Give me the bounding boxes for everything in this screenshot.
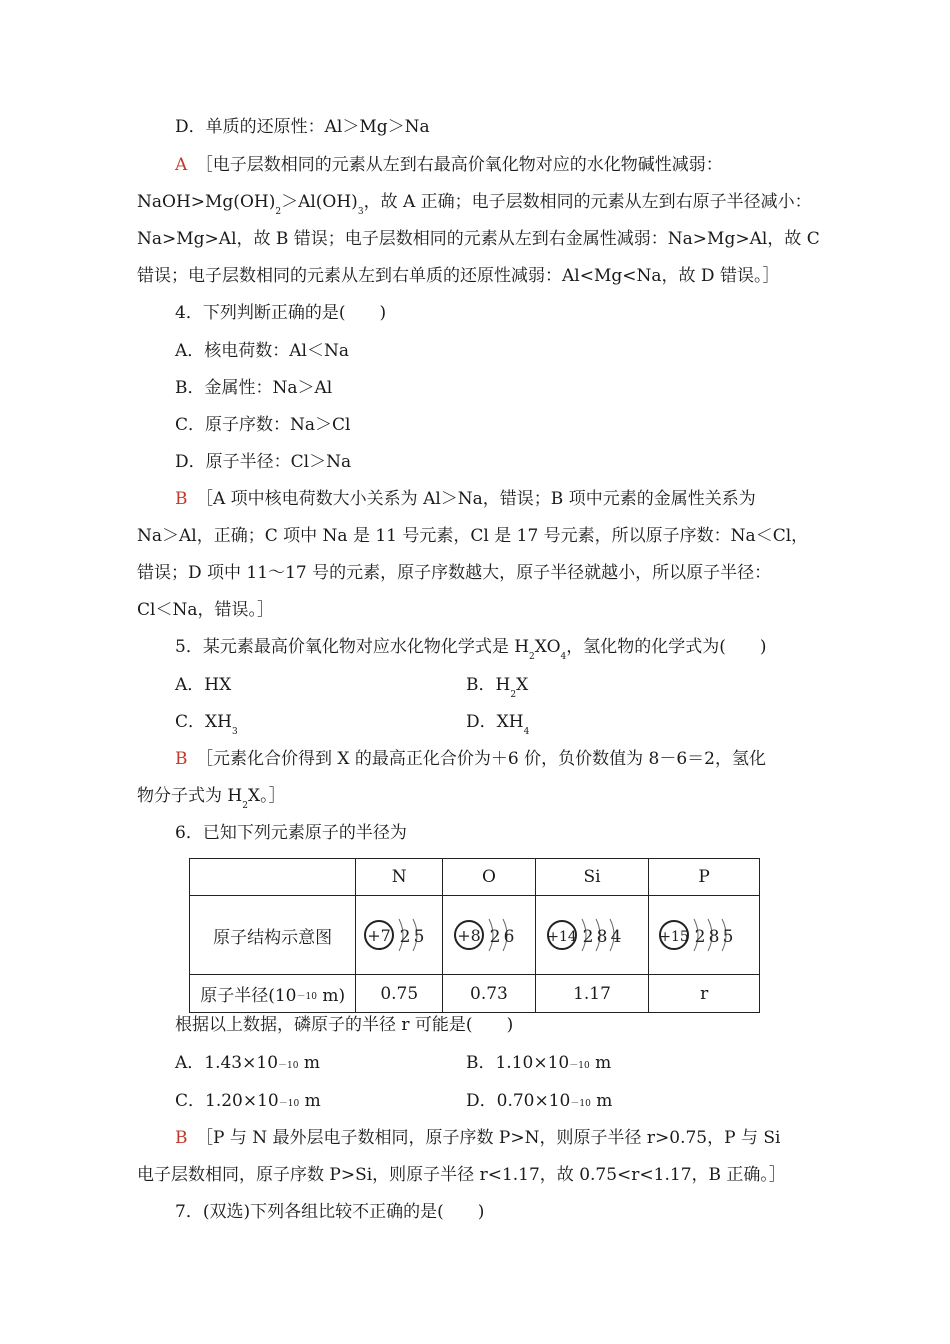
table-header-row [190,859,760,896]
radius-n: 0.75 [356,975,443,1013]
answer-q4-line4: Cl＜Na，错误。］ [137,600,274,620]
radius-p: r [649,975,760,1013]
radius-si: 1.17 [535,975,649,1013]
q4-option-b: B．金属性：Na＞Al [175,378,333,398]
q4-option-a: A．核电荷数：Al＜Na [175,341,350,361]
q5-option-d: D．$XH_4$ [466,712,530,737]
electron-count: 2 [582,927,594,947]
q6-option-b: B．1.10×10－10 m [466,1053,612,1073]
answer-q3-line1: A ［电子层数相同的元素从左到右最高价氧化物对应的水化物碱性减弱： [175,155,723,175]
atom-structure-n [359,905,439,965]
answer-q3-line4: 错误；电子层数相同的元素从左到右单质的还原性减弱：Al<Mg<Na，故 D 错误。］ [137,266,780,286]
question-6: 6．已知下列元素原子的半径为 [175,823,407,843]
question-7: 7．(双选)下列各组比较不正确的是( ) [175,1202,485,1222]
atomic-radius-table [189,858,760,1013]
atom-diagram-o [443,896,536,975]
answer-q4-line1: B ［A 项中核电荷数大小关系为 Al＞Na，错误；B 项中元素的金属性关系为 [175,489,756,509]
q5-option-c: C．$XH_3$ [175,712,238,737]
answer-q4-line2: Na＞Al，正确；C 项中 Na 是 11 号元素，Cl 是 17 号元素，所以原子序数：Na＜Cl， [137,526,809,546]
answer-q4-line3: 错误；D 项中 11～17 号的元素，原子序数越大，原子半径就越小，所以原子半径： [137,563,772,583]
q6-option-c: C．1.20×10－10 m [175,1091,321,1111]
answer-q5-line2: 物分子式为 $H_2X$。］ [137,786,286,811]
question-4: 4．下列判断正确的是( ) [175,303,387,323]
answer-key-q5: B [175,749,188,769]
answer-q5-line1: B ［元素化合价得到 X 的最高正化合价为＋6 价，负价数值为 8－6＝2，氢化 [175,749,766,769]
electron-count: 6 [503,927,515,947]
q4-option-c: C．原子序数：Na＞Cl [175,415,351,435]
electron-count: 8 [708,927,720,947]
header-o: O [443,859,536,896]
q6-option-d: D．0.70×10－10 m [466,1091,613,1111]
answer-key-q3: A [175,155,188,175]
table-corner-cell [190,859,356,896]
atom-diagram-n [356,896,443,975]
electron-count: 5 [413,927,425,947]
electron-count: 8 [596,927,608,947]
nucleus-charge: +14 [547,929,577,945]
atom-structure-o [449,905,529,965]
answer-q6-line2: 电子层数相同，原子序数 P>Si，则原子半径 r<1.17，故 0.75<r<1.17，B 正确。］ [137,1165,786,1185]
answer-q3-line2: $NaOH>Mg(OH)_2>Al(OH)_3$，故 A 正确；电子层数相同的元素从左到右原子半径减小： [137,192,812,217]
atom-diagram-p [649,896,760,975]
header-si: Si [535,859,649,896]
q4-option-d: D．原子半径：Cl＞Na [175,452,352,472]
q6-option-a: A．1.43×10－10 m [175,1053,320,1073]
nucleus-charge: +15 [659,929,689,945]
electron-count: 4 [610,927,622,947]
radius-o: 0.73 [443,975,536,1013]
option-d-q3: D．单质的还原性：Al＞Mg＞Na [175,117,430,137]
q5-option-a: A．HX [175,675,232,695]
answer-key-q6: B [175,1128,188,1148]
q5-option-b: B．$H_2X$ [466,675,529,700]
row-label-structure: 原子结构示意图 [190,896,356,975]
header-p: P [649,859,760,896]
electron-count: 2 [399,927,411,947]
electron-count: 2 [489,927,501,947]
atom-diagram-si [535,896,649,975]
question-5: 5．某元素最高价氧化物对应水化物化学式是 $H_2XO_4$，氢化物的化学式为( ) [175,637,767,662]
answer-q6-line1: B ［P 与 N 最外层电子数相同，原子序数 P>N，则原子半径 r>0.75，P 与 Si [175,1128,781,1148]
answer-key-q4: B [175,489,188,509]
electron-count: 5 [722,927,734,947]
table-row-radius [190,975,760,1013]
atom-structure-si [542,905,642,965]
header-n: N [356,859,443,896]
table-row-structure [190,896,760,975]
nucleus-charge: +7 [367,926,392,945]
answer-q3-line3: Na>Mg>Al，故 B 错误；电子层数相同的元素从左到右金属性减弱：Na>Mg>Al，故 C [137,229,820,249]
q6-prompt: 根据以上数据，磷原子的半径 r 可能是( ) [175,1015,514,1035]
row-label-radius: 原子半径(10－10 m) [190,975,356,1013]
nucleus-charge: +8 [457,926,481,945]
electron-count: 2 [694,927,706,947]
atom-structure-p [654,905,754,965]
